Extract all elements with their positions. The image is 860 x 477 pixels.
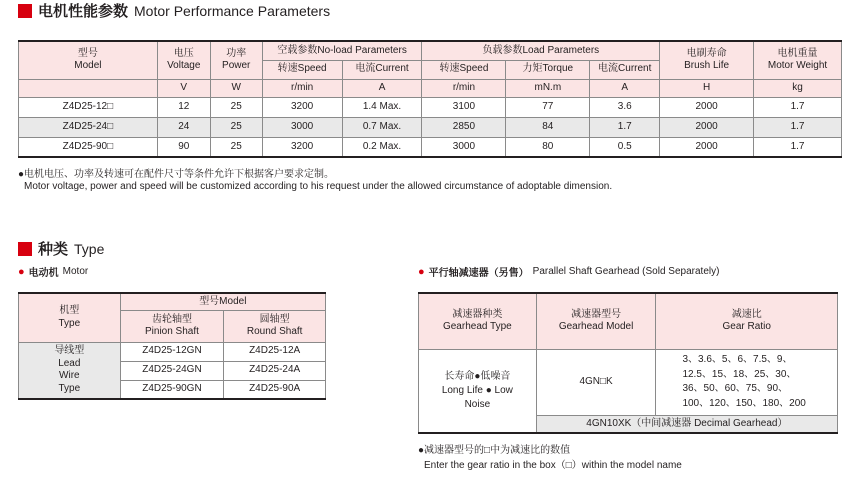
decimal-gearhead-cell: 4GN10XK（中间减速器 Decimal Gearhead） (536, 415, 837, 433)
performance-title-en: Motor Performance Parameters (134, 2, 331, 19)
value-cell: 12 (157, 97, 210, 117)
value-cell: 25 (210, 117, 262, 137)
value-cell: 90 (157, 137, 210, 157)
motor-subtitle-cn: 电动机 (28, 268, 59, 279)
unit-cell: A (590, 79, 660, 97)
value-cell: 1.7 (754, 137, 842, 157)
noload-speed-header: 转速Speed (262, 60, 342, 79)
gearhead-subtitle-en: Parallel Shaft Gearhead (Sold Separately) (532, 266, 720, 277)
pinion-model-cell: Z4D25-24GN (120, 361, 224, 380)
value-cell: 1.7 (590, 117, 660, 137)
value-cell: 0.7 Max. (342, 117, 422, 137)
unit-cell: r/min (422, 79, 506, 97)
performance-table (18, 40, 842, 158)
lead-wire-type-cell: 导线型 Lead Wire Type (19, 342, 121, 399)
round-shaft-header: 圆轴型 Round Shaft (224, 310, 326, 342)
load-header: 负载参数Load Parameters (422, 41, 660, 60)
motor-weight-header: 电机重量 Motor Weight (754, 41, 842, 79)
header-row-1 (19, 41, 842, 60)
value-cell: 3000 (262, 117, 342, 137)
value-cell: 3200 (262, 137, 342, 157)
table-row (19, 97, 842, 117)
model-cell: Z4D25-90□ (19, 137, 158, 157)
unit-cell: A (342, 79, 422, 97)
gear-ratio-header: 减速比 Gear Ratio (656, 293, 838, 349)
value-cell: 1.7 (754, 117, 842, 137)
model-cell: Z4D25-12□ (19, 97, 158, 117)
performance-note-en: Motor voltage, power and speed will be customized according to his request under the allowed circumstance of adoptable dimension. (24, 181, 613, 192)
unit-cell: r/min (262, 79, 342, 97)
power-header: 功率 Power (210, 41, 262, 79)
value-cell: 3200 (262, 97, 342, 117)
pinion-model-cell: Z4D25-12GN (120, 342, 224, 361)
motor-header-row-1 (19, 293, 326, 310)
value-cell: 3.6 (590, 97, 660, 117)
pinion-shaft-header: 齿轮轴型 Pinion Shaft (120, 310, 224, 342)
load-current-header: 电流Current (590, 60, 660, 79)
unit-cell: W (210, 79, 262, 97)
gearhead-row (419, 349, 838, 415)
performance-title-cn: 电机性能参数 (38, 3, 129, 20)
gearhead-model-cell: 4GN□K (536, 349, 656, 415)
value-cell: 84 (506, 117, 590, 137)
motor-subtitle-en: Motor (62, 266, 89, 277)
unit-cell: H (660, 79, 754, 97)
red-bullet-icon: ● (418, 265, 425, 278)
unit-cell: V (157, 79, 210, 97)
unit-cell: kg (754, 79, 842, 97)
motor-subtitle (18, 264, 88, 279)
noload-current-header: 电流Current (342, 60, 422, 79)
motor-row (19, 342, 326, 361)
red-square-icon (18, 242, 32, 256)
performance-note-cn: ●电机电压、功率及转速可在配件尺寸等条件允许下根据客户要求定制。 (18, 169, 335, 180)
value-cell: 0.5 (590, 137, 660, 157)
units-row (19, 79, 842, 97)
round-model-cell: Z4D25-12A (224, 342, 326, 361)
model-cell: Z4D25-24□ (19, 117, 158, 137)
value-cell: 2000 (660, 117, 754, 137)
value-cell: 2000 (660, 137, 754, 157)
type-title-en: Type (74, 240, 105, 257)
round-model-cell: Z4D25-90A (224, 380, 326, 399)
value-cell: 0.2 Max. (342, 137, 422, 157)
gearhead-type-header: 减速器种类 Gearhead Type (419, 293, 537, 349)
table-row (19, 137, 842, 157)
gearhead-type-cell: 长寿命●低噪音 Long Life ● Low Noise (419, 349, 537, 433)
value-cell: 2850 (422, 117, 506, 137)
table-row (19, 117, 842, 137)
red-square-icon (18, 4, 32, 18)
noload-header: 空载参数No-load Parameters (262, 41, 422, 60)
value-cell: 1.7 (754, 97, 842, 117)
voltage-header: 电压 Voltage (157, 41, 210, 79)
value-cell: 3000 (422, 137, 506, 157)
value-cell: 25 (210, 97, 262, 117)
value-cell: 24 (157, 117, 210, 137)
gearhead-table (418, 292, 838, 434)
gearhead-subtitle-cn: 平行轴减速器（另售） (428, 268, 529, 279)
load-torque-header: 力矩Torque (506, 60, 590, 79)
red-bullet-icon: ● (18, 265, 25, 278)
gearhead-model-header: 减速器型号 Gearhead Model (536, 293, 656, 349)
type-section-title (18, 238, 104, 259)
brush-life-header: 电刷寿命 Brush Life (660, 41, 754, 79)
gearhead-subtitle (418, 264, 719, 279)
performance-section-title (18, 0, 330, 21)
value-cell: 25 (210, 137, 262, 157)
value-cell: 3100 (422, 97, 506, 117)
unit-cell: mN.m (506, 79, 590, 97)
value-cell: 77 (506, 97, 590, 117)
value-cell: 1.4 Max. (342, 97, 422, 117)
load-speed-header: 转速Speed (422, 60, 506, 79)
pinion-model-cell: Z4D25-90GN (120, 380, 224, 399)
gearhead-note-cn: ●减速器型号的□中为减速比的数值 (418, 445, 571, 456)
round-model-cell: Z4D25-24A (224, 361, 326, 380)
gearhead-header-row (419, 293, 838, 349)
motor-type-table (18, 292, 326, 400)
unit-cell-empty (19, 79, 158, 97)
type-title-cn: 种类 (38, 241, 69, 258)
value-cell: 2000 (660, 97, 754, 117)
model-header: 型号 Model (19, 41, 158, 79)
motor-model-header: 型号Model (120, 293, 325, 310)
value-cell: 80 (506, 137, 590, 157)
gear-ratio-cell: 3、3.6、5、6、7.5、9、 12.5、15、18、25、30、 36、50、60、75、90、 100、120、150、180、200 (656, 349, 838, 415)
motor-type-header: 机型 Type (19, 293, 121, 342)
gearhead-note-en: Enter the gear ratio in the box（□）within the model name (424, 460, 682, 471)
